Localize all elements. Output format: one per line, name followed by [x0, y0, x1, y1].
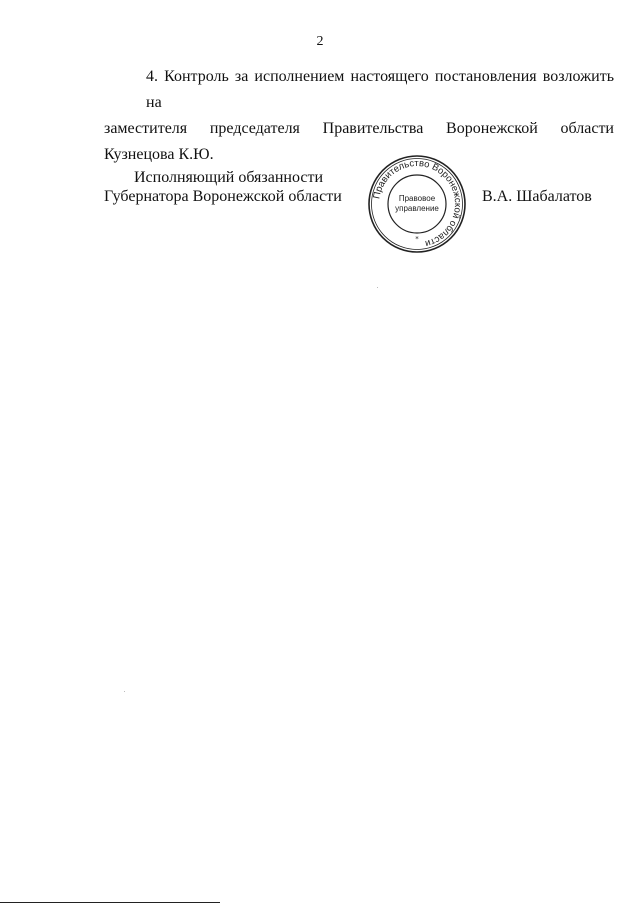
seal-center-line2: управление	[395, 204, 439, 213]
signer-name: В.А. Шабалатов	[482, 188, 592, 205]
signer-position-line: Исполняющий обязанности	[134, 169, 324, 186]
page-number: 2	[316, 34, 324, 49]
signer-position-line: Губернатора Воронежской области	[104, 188, 342, 205]
paragraph-line: 4. Контроль за исполнением настоящего постановления возложить на	[146, 68, 614, 111]
scan-speck	[377, 287, 378, 288]
paragraph-line: заместителя председателя Правительства Воронежской области	[104, 120, 614, 137]
scan-speck	[124, 691, 125, 692]
footnote-rule	[0, 902, 220, 903]
seal-ring-text: Правительство Воронежской области	[371, 157, 464, 250]
paragraph-line: Кузнецова К.Ю.	[104, 146, 214, 163]
official-seal	[366, 153, 468, 255]
paragraph-item-4	[104, 64, 614, 168]
seal-center-line1: Правовое	[398, 194, 436, 203]
seal-star-icon: *	[415, 235, 419, 243]
signer-position	[104, 168, 344, 206]
